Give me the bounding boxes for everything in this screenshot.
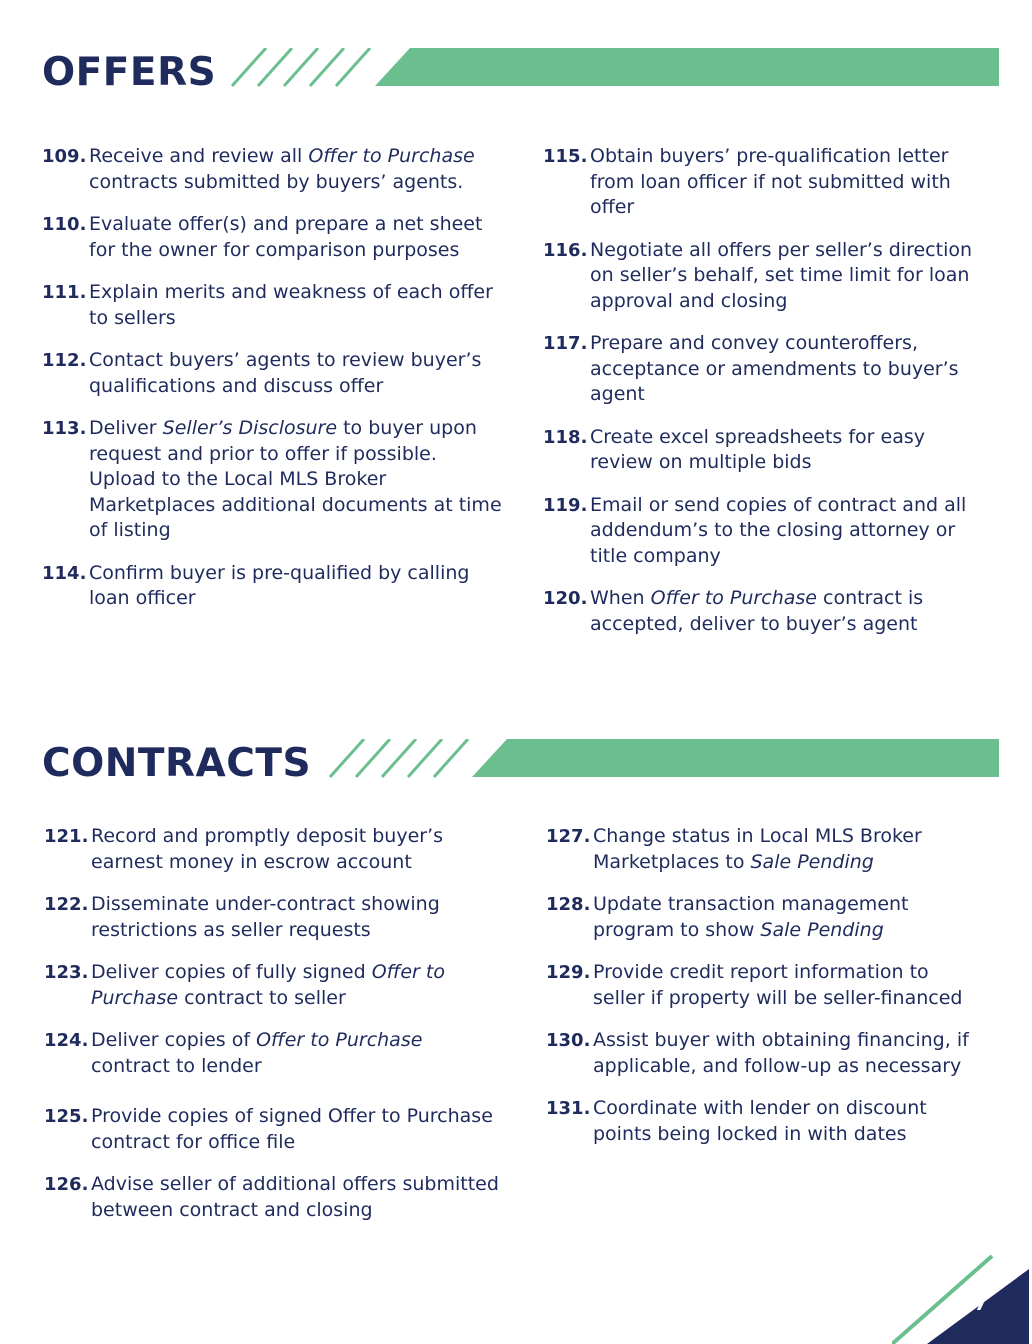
item-text [593, 960, 986, 1011]
list-item [546, 960, 986, 1011]
slash-line [382, 739, 416, 777]
item-text-part: Obtain buyers’ pre-qualification letter from loan officer if not submitted with offer [590, 145, 951, 218]
page-number: 7 [974, 1293, 988, 1315]
item-text [91, 824, 504, 875]
list-item [543, 586, 983, 637]
item-text [89, 416, 502, 544]
item-text-part: Provide copies of signed Offer to Purchase contract for office file [91, 1105, 493, 1153]
item-text [593, 1096, 986, 1147]
item-text-part: Create excel spreadsheets for easy review on multiple bids [590, 425, 925, 473]
item-text [590, 331, 983, 408]
item-text [590, 144, 983, 221]
item-number: 127. [546, 826, 591, 847]
list-item [42, 280, 502, 331]
item-text-part: Advise seller of additional offers submitted between contract and closing [91, 1173, 499, 1221]
item-number: 130. [546, 1030, 591, 1051]
item-text-part: Negotiate all offers per seller’s direction on seller’s behalf, set time limit for loan approval and closing [590, 238, 973, 312]
item-number: 123. [44, 962, 89, 983]
list-item [546, 1096, 986, 1147]
green-band [472, 739, 999, 777]
item-text [89, 212, 502, 263]
contracts-title: CONTRACTS [42, 741, 312, 786]
item-text-part: Evaluate offer(s) and prepare a net sheet for the owner for comparison purposes [89, 213, 483, 261]
contracts-right-column [546, 824, 986, 1164]
list-item [42, 144, 502, 195]
item-text-part: Explain merits and weakness of each offer to sellers [89, 281, 493, 329]
item-text-italic: Sale Pending [760, 918, 884, 941]
item-text [89, 561, 502, 612]
item-number: 119. [543, 494, 588, 516]
item-text [91, 1104, 504, 1155]
item-text [91, 892, 504, 943]
list-item [44, 960, 504, 1011]
item-text [91, 1172, 504, 1223]
item-text-part: Provide credit report information to seller if property will be seller-financed [593, 961, 963, 1009]
list-item [44, 1028, 504, 1079]
list-item [546, 824, 986, 875]
item-number: 124. [44, 1030, 89, 1051]
item-number: 114. [42, 562, 87, 584]
item-number: 128. [546, 894, 591, 915]
list-item [543, 493, 983, 570]
slash-line [336, 48, 370, 86]
contracts-left-column [44, 824, 504, 1240]
item-text-part: Receive and review all [89, 145, 309, 167]
item-text-part: to buyer upon request and prior to offer if possible. Upload to the Local MLS Broker Marketplaces additional documents at time of listing [89, 417, 502, 541]
item-text-part: contract to lender [91, 1054, 262, 1077]
item-text-part: Update transaction management program to show [593, 893, 909, 941]
list-item [42, 416, 502, 544]
slash-lines [330, 739, 468, 777]
list-item [42, 212, 502, 263]
item-text-italic: Offer to Purchase [650, 587, 817, 609]
item-number: 116. [543, 239, 588, 261]
item-text-part: Email or send copies of contract and all addendum’s to the closing attorney or title company [590, 493, 967, 567]
slash-line [356, 739, 390, 777]
item-number: 125. [44, 1106, 89, 1127]
slash-lines [232, 48, 370, 86]
item-text [590, 425, 983, 476]
list-item [543, 425, 983, 476]
item-text [89, 280, 502, 331]
item-text-italic: Offer to Purchase [256, 1029, 423, 1051]
list-item [546, 892, 986, 943]
offers-header [0, 48, 1032, 108]
item-text-italic: Seller’s Disclosure [162, 417, 338, 439]
item-text-part: contracts submitted by buyers’ agents. [89, 170, 464, 193]
item-number: 129. [546, 962, 591, 983]
slash-line [232, 48, 266, 86]
item-number: 117. [543, 333, 588, 354]
list-item [44, 892, 504, 943]
item-text [590, 238, 983, 315]
item-number: 122. [44, 894, 89, 915]
item-text [91, 1028, 504, 1079]
list-item [546, 1028, 986, 1079]
item-text-part: contract to seller [178, 986, 346, 1009]
item-text-part: Contact buyers’ agents to review buyer’s qualifications and discuss offer [89, 349, 482, 397]
list-item [543, 238, 983, 315]
slash-line [434, 739, 468, 777]
item-number: 126. [44, 1174, 89, 1195]
offers-right-column [543, 144, 983, 654]
contracts-header [0, 739, 1032, 799]
item-text [590, 586, 983, 637]
item-text-part: contract is accepted, deliver to buyer’s agent [590, 587, 924, 635]
item-text-part: Assist buyer with obtaining financing, if applicable, and follow-up as necessary [593, 1029, 969, 1077]
item-text [89, 348, 502, 399]
item-number: 111. [42, 282, 87, 303]
item-text [593, 824, 986, 875]
item-number: 118. [543, 426, 588, 448]
item-number: 109. [42, 146, 87, 167]
slash-line [330, 739, 364, 777]
offers-title: OFFERS [42, 50, 217, 95]
slash-line [284, 48, 318, 86]
item-text-part: Record and promptly deposit buyer’s earnest money in escrow account [91, 825, 444, 873]
item-number: 110. [42, 214, 87, 235]
item-text-italic: Offer to Purchase [308, 145, 475, 167]
slash-line [408, 739, 442, 777]
list-item [44, 1104, 504, 1155]
slash-line [258, 48, 292, 86]
list-item [44, 1172, 504, 1223]
green-band [375, 48, 999, 86]
item-text [91, 960, 504, 1011]
item-number: 115. [543, 146, 588, 167]
slash-line [310, 48, 344, 86]
item-text-part: Disseminate under-contract showing restrictions as seller requests [91, 893, 440, 941]
item-number: 120. [543, 588, 588, 609]
item-number: 121. [44, 826, 89, 847]
list-item [42, 561, 502, 612]
item-number: 131. [546, 1098, 591, 1119]
item-text-part: Deliver copies of [91, 1029, 257, 1051]
item-text-part: Deliver copies of fully signed [91, 961, 372, 983]
item-text [590, 493, 983, 570]
item-text-italic: Sale Pending [750, 850, 874, 873]
item-text-part: Prepare and convey counteroffers, acceptance or amendments to buyer’s agent [590, 332, 959, 405]
page-corner-decoration [892, 1254, 1032, 1344]
offers-left-column [42, 144, 502, 629]
item-number: 113. [42, 418, 87, 439]
list-item [543, 331, 983, 408]
item-number: 112. [42, 350, 87, 371]
item-text-italic: Offer to Purchase [91, 961, 445, 1009]
item-text [593, 1028, 986, 1079]
item-text [89, 144, 502, 195]
item-text [593, 892, 986, 943]
list-item [543, 144, 983, 221]
item-text-part: Coordinate with lender on discount points being locked in with dates [593, 1097, 927, 1145]
item-text-part: Deliver [89, 417, 163, 439]
list-item [44, 824, 504, 875]
list-item [42, 348, 502, 399]
item-text-part: Change status in Local MLS Broker Marketplaces to [593, 825, 922, 873]
item-text-part: Confirm buyer is pre-qualified by calling loan officer [89, 561, 470, 609]
item-text-part: When [590, 587, 651, 609]
